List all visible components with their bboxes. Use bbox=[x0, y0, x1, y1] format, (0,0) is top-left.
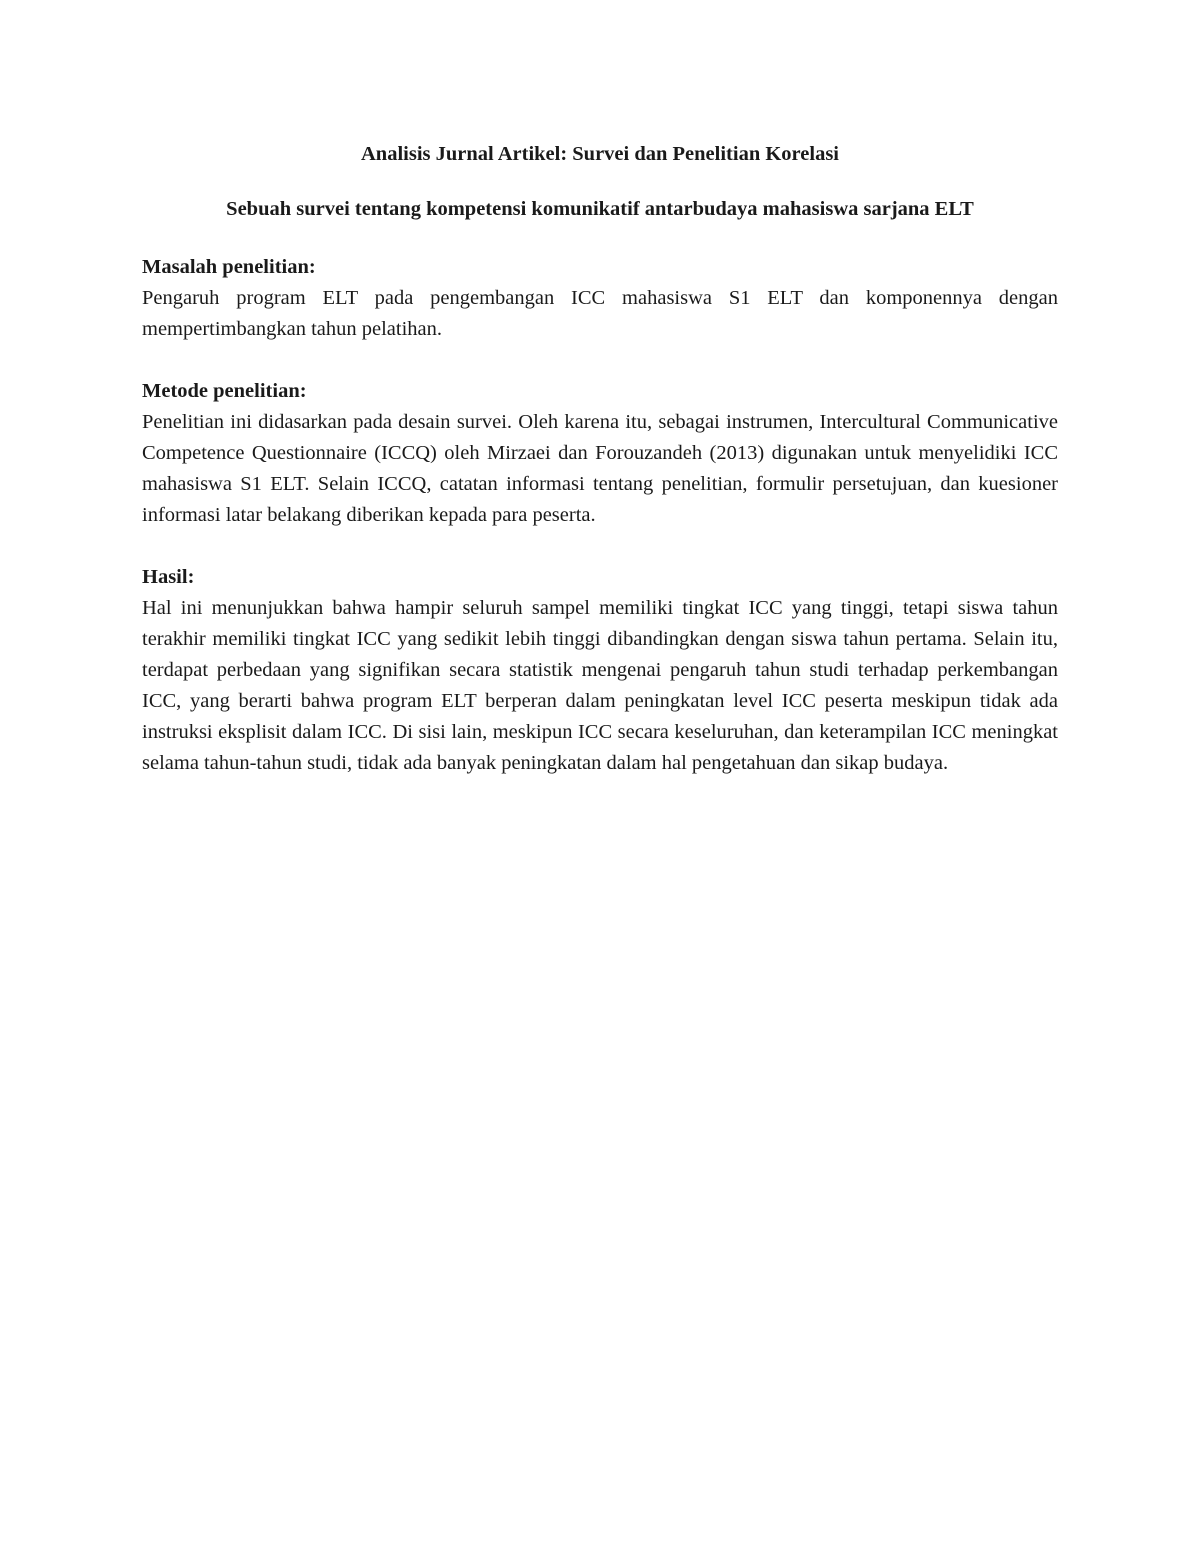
section-body: Penelitian ini didasarkan pada desain survei. Oleh karena itu, sebagai instrumen, Intercultural Communicative Competence Questionnaire (ICCQ) oleh Mirzaei dan Forouzandeh (2013) digunakan untuk menyelidiki ICC mahasiswa S1 ELT. Selain ICCQ, catatan informasi tentang penelitian, formulir persetujuan, dan kuesioner informasi latar belakang diberikan kepada para peserta. bbox=[142, 411, 1058, 526]
section-body: Pengaruh program ELT pada pengembangan ICC mahasiswa S1 ELT dan komponennya dengan mempertimbangkan tahun pelatihan. bbox=[142, 287, 1058, 340]
section-heading: Metode penelitian: bbox=[142, 380, 307, 402]
document-subtitle: Sebuah survei tentang kompetensi komunikatif antarbudaya mahasiswa sarjana ELT bbox=[226, 198, 974, 220]
document-content bbox=[142, 139, 1058, 779]
section-metode-penelitian bbox=[142, 376, 1058, 531]
section-hasil bbox=[142, 562, 1058, 779]
document-title: Analisis Jurnal Artikel: Survei dan Penelitian Korelasi bbox=[361, 143, 839, 165]
section-body: Hal ini menunjukkan bahwa hampir seluruh sampel memiliki tingkat ICC yang tinggi, tetapi siswa tahun terakhir memiliki tingkat ICC yang sedikit lebih tinggi dibandingkan dengan siswa tahun pertama. Selain itu, terdapat perbedaan yang signifikan secara statistik mengenai pengaruh tahun studi terhadap perkembangan ICC, yang berarti bahwa program ELT berperan dalam peningkatan level ICC peserta meskipun tidak ada instruksi eksplisit dalam ICC. Di sisi lain, meskipun ICC secara keseluruhan, dan keterampilan ICC meningkat selama tahun-tahun studi, tidak ada banyak peningkatan dalam hal pengetahuan dan sikap budaya. bbox=[142, 597, 1058, 774]
section-masalah-penelitian bbox=[142, 252, 1058, 345]
section-heading: Hasil: bbox=[142, 566, 195, 588]
section-heading: Masalah penelitian: bbox=[142, 256, 316, 278]
